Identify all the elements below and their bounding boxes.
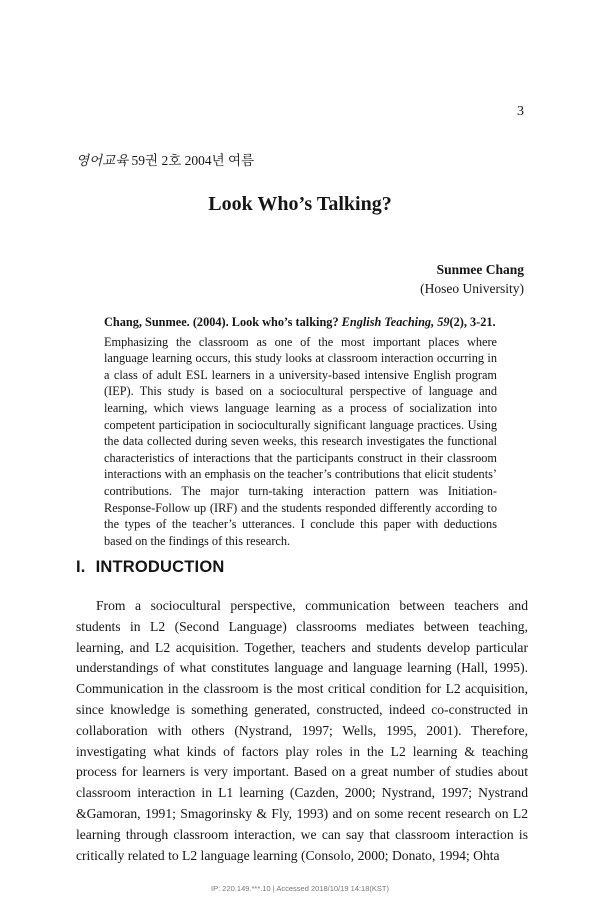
- paper-title: Look Who’s Talking?: [208, 193, 392, 215]
- citation-prefix: Chang, Sunmee. (2004). Look who’s talking?: [104, 315, 339, 329]
- section-heading: [76, 558, 224, 577]
- citation-journal: English Teaching, 59: [341, 315, 450, 329]
- page-number: 3: [517, 104, 524, 119]
- journal-name: 영어교육: [76, 153, 129, 168]
- abstract-citation: [104, 314, 497, 331]
- section-title: INTRODUCTION: [95, 558, 225, 576]
- author-affiliation: (Hoseo University): [420, 281, 524, 296]
- journal-issue: 59권 2호 2004년 여름: [131, 153, 255, 168]
- journal-reference: [76, 149, 254, 169]
- access-footer: IP: 220.149.***.10 | Accessed 2018/10/19 14:18(KST): [211, 884, 389, 893]
- citation-suffix: (2), 3-21.: [449, 315, 496, 329]
- section-number: I.: [76, 558, 86, 576]
- abstract-text: Emphasizing the classroom as one of the most important places where language learning occurs, this study looks at classroom interaction occurring in a class of adult ESL learners in a university-based intensive English program (IEP). This study is based on a sociocultural perspective of language and learning, which views language learning as a process of socialization into competent participation in socioculturally significant language practices. Using the data collected during seven weeks, this research investigates the functional characteristics of interactions that the participants construct in their classroom interactions with an emphasis on the teacher’s contributions that elicit students’ contributions. The major turn-taking interaction pattern was Initiation-Response-Follow up (IRF) and the students responded differently according to the types of the teacher’s utterances. I conclude this paper with deductions based on the findings of this research.: [104, 334, 497, 548]
- abstract: [104, 314, 497, 549]
- author-name: Sunmee Chang: [436, 262, 524, 277]
- introduction-paragraph: From a sociocultural perspective, communication between teachers and students in L2 (Second Language) classrooms mediates between teaching, learning, and L2 acquisition. Together, teachers and students develop particular understandings of what constitutes language and language learning (Hall, 1995). Communication in the classroom is the most critical condition for L2 acquisition, since knowledge is something generated, constructed, indeed co-constructed in collaboration with others (Nystrand, 1997; Wells, 1995, 2001). Therefore, investigating what kinds of factors play roles in the L2 learning & teaching process for learners is very important. Based on a great number of studies about classroom interaction in L1 learning (Cazden, 2000; Nystrand, 1997; Nystrand &Gamoran, 1991; Smagorinsky & Fly, 1993) and on some recent research on L2 learning through classroom interaction, we can say that classroom interaction is critically related to L2 language learning (Consolo, 2000; Donato, 1994; Ohta: [76, 598, 528, 863]
- introduction-body: [76, 596, 528, 866]
- author-block: [420, 260, 524, 298]
